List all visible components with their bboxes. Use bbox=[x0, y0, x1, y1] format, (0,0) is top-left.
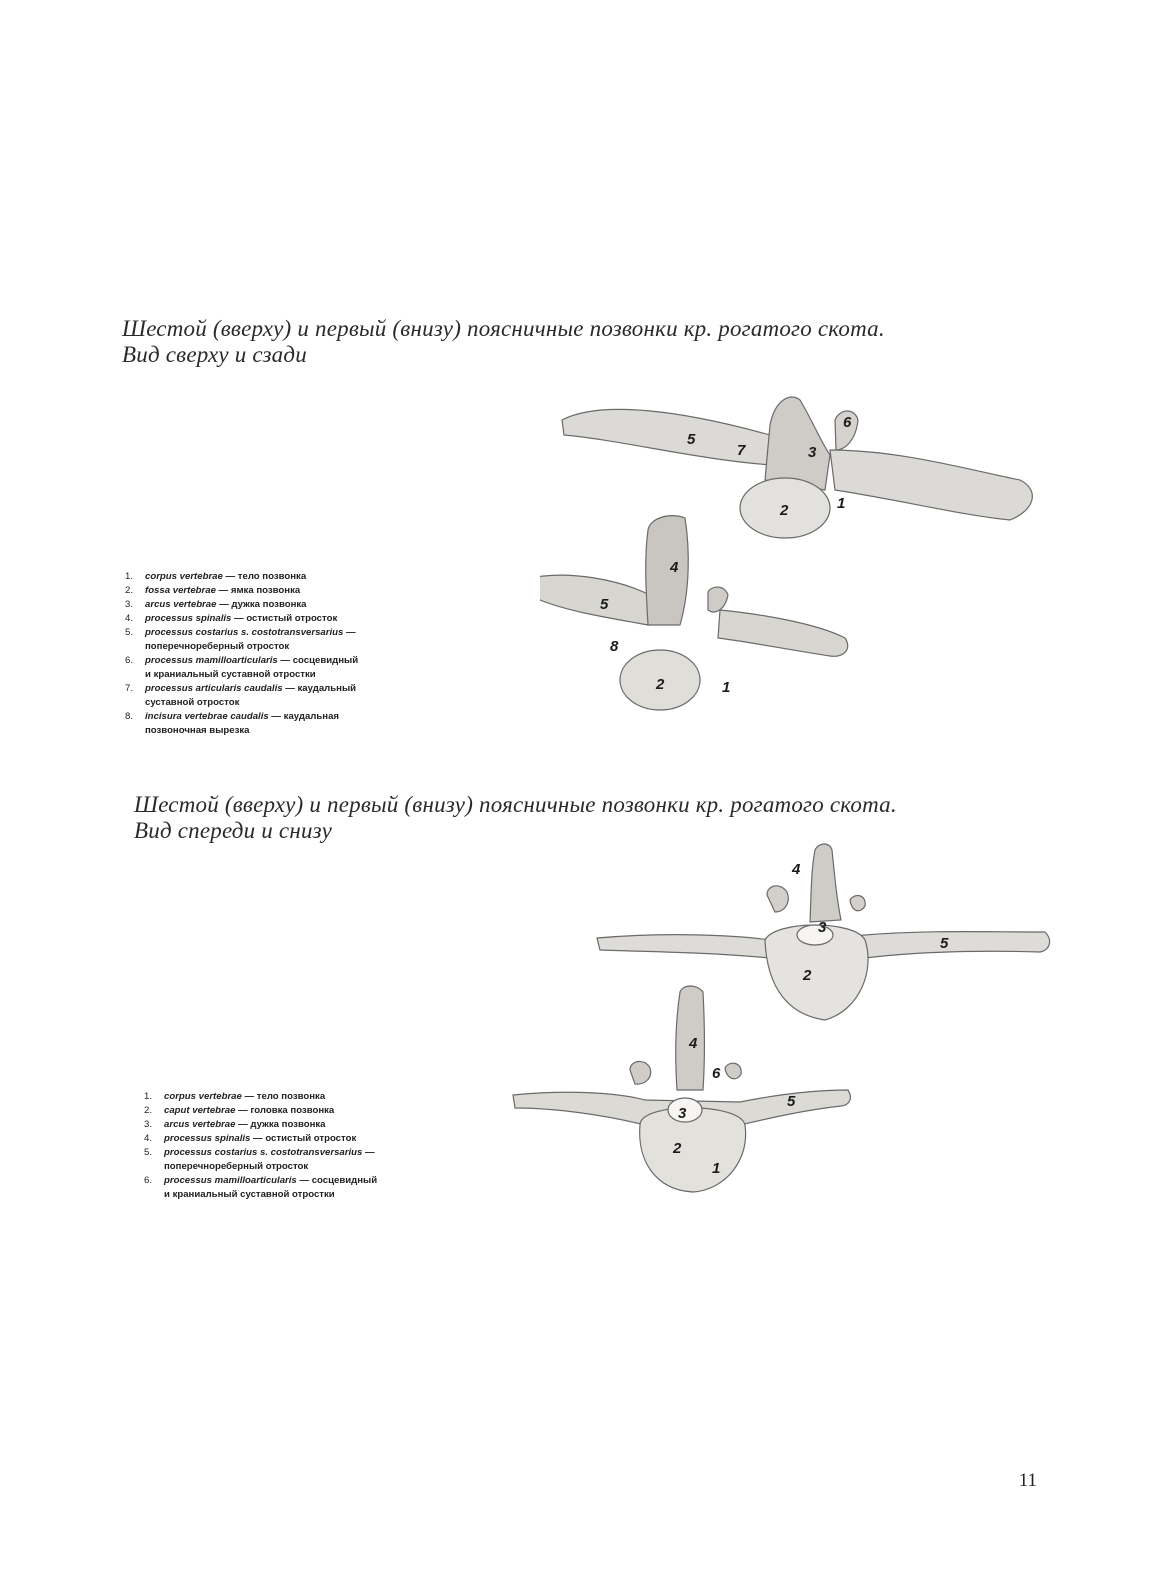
legend-item bbox=[144, 1104, 377, 1118]
legend-latin-term: processus articularis caudalis bbox=[145, 683, 283, 694]
legend-translation: — каудальная bbox=[268, 711, 340, 722]
legend-item bbox=[144, 1090, 377, 1104]
legend-number: 5. bbox=[144, 1147, 153, 1158]
bottom-spinous-process bbox=[646, 516, 689, 625]
section1-title-line2: Вид сверху и сзади bbox=[122, 342, 307, 367]
legend-number: 4. bbox=[125, 613, 134, 624]
legend-continuation: и краниальный суставной отростки bbox=[145, 669, 316, 680]
top-vertebral-foramen bbox=[797, 925, 833, 945]
vertebrae-dorsal-illustration bbox=[540, 380, 1050, 740]
legend-latin-term: fossa vertebrae bbox=[145, 585, 216, 596]
legend-translation: — дужка позвонка bbox=[216, 599, 307, 610]
top-transverse-process-right bbox=[830, 450, 1032, 520]
section1-figure bbox=[540, 380, 1050, 740]
legend-translation: — bbox=[362, 1147, 375, 1158]
label-bottom-2: 2 bbox=[656, 676, 665, 693]
section2-title-line2: Вид спереди и снизу bbox=[134, 818, 333, 843]
label-bottom-5: 5 bbox=[600, 596, 609, 613]
legend-latin-term: arcus vertebrae bbox=[145, 599, 217, 610]
legend-item bbox=[144, 1132, 377, 1146]
section2-legend bbox=[144, 1090, 377, 1202]
legend-translation: — ямка позвонка bbox=[215, 585, 301, 596]
vertebrae-ventral-illustration bbox=[505, 840, 1055, 1200]
bottom-transverse-process-left bbox=[540, 575, 650, 625]
legend-number: 4. bbox=[144, 1133, 153, 1144]
legend-item bbox=[125, 612, 358, 626]
legend-item bbox=[125, 570, 358, 584]
legend-translation: — тело позвонка bbox=[222, 571, 307, 582]
legend-latin-term: arcus vertebrae bbox=[164, 1119, 236, 1130]
legend-translation: — головка позвонка bbox=[235, 1105, 335, 1116]
legend-latin-term: incisura vertebrae caudalis bbox=[145, 711, 269, 722]
section1-title-line1: Шестой (вверху) и первый (внизу) поясничные позвонки кр. рогатого скота. bbox=[122, 316, 885, 341]
legend-item bbox=[144, 1118, 377, 1132]
legend-number: 6. bbox=[144, 1175, 153, 1186]
bottom-mamillary-process bbox=[708, 587, 728, 612]
label-bottom-5: 5 bbox=[787, 1093, 796, 1110]
label-top-1: 1 bbox=[837, 495, 846, 512]
legend-item bbox=[125, 598, 358, 612]
legend-item bbox=[144, 1146, 377, 1174]
legend-item bbox=[144, 1174, 377, 1202]
legend-number: 3. bbox=[125, 599, 134, 610]
label-top-2: 2 bbox=[803, 967, 812, 984]
legend-latin-term: processus mamilloarticularis bbox=[145, 655, 278, 666]
legend-number: 6. bbox=[125, 655, 134, 666]
legend-number: 5. bbox=[125, 627, 134, 638]
legend-latin-term: caput vertebrae bbox=[164, 1105, 236, 1116]
legend-item bbox=[125, 654, 358, 682]
legend-continuation: суставной отросток bbox=[145, 697, 240, 708]
label-top-3: 3 bbox=[818, 919, 827, 936]
section1-legend bbox=[125, 570, 358, 738]
bottom-transverse-process-right bbox=[718, 610, 848, 656]
legend-item bbox=[125, 626, 358, 654]
legend-latin-term: processus spinalis bbox=[164, 1133, 251, 1144]
legend-translation: — остистый отросток bbox=[231, 613, 338, 624]
label-top-5: 5 bbox=[940, 935, 949, 952]
section2-title-line1: Шестой (вверху) и первый (внизу) поясничные позвонки кр. рогатого скота. bbox=[134, 792, 897, 817]
legend-latin-term: processus spinalis bbox=[145, 613, 232, 624]
label-bottom-4: 4 bbox=[689, 1035, 698, 1052]
label-top-6: 6 bbox=[843, 414, 852, 431]
legend-item bbox=[125, 710, 358, 738]
legend-continuation: и краниальный суставной отростки bbox=[164, 1189, 335, 1200]
legend-translation: — сосцевидный bbox=[277, 655, 359, 666]
legend-translation: — остистый отросток bbox=[250, 1133, 357, 1144]
legend-translation: — каудальный bbox=[282, 683, 357, 694]
label-bottom-1: 1 bbox=[712, 1160, 721, 1177]
legend-number: 1. bbox=[144, 1091, 153, 1102]
legend-translation: — тело позвонка bbox=[241, 1091, 326, 1102]
legend-number: 1. bbox=[125, 571, 134, 582]
legend-continuation: поперечнореберный отросток bbox=[164, 1161, 309, 1172]
legend-latin-term: processus costarius s. costotransversarius bbox=[145, 627, 344, 638]
label-bottom-8: 8 bbox=[610, 638, 619, 655]
legend-number: 3. bbox=[144, 1119, 153, 1130]
label-top-7: 7 bbox=[737, 442, 746, 459]
legend-number: 2. bbox=[144, 1105, 153, 1116]
legend-number: 8. bbox=[125, 711, 134, 722]
section2-figure bbox=[505, 840, 1055, 1200]
label-top-3: 3 bbox=[808, 444, 817, 461]
label-bottom-4: 4 bbox=[670, 559, 679, 576]
legend-latin-term: corpus vertebrae bbox=[145, 571, 223, 582]
legend-translation: — дужка позвонка bbox=[235, 1119, 326, 1130]
legend-item bbox=[125, 682, 358, 710]
legend-number: 7. bbox=[125, 683, 134, 694]
label-top-5: 5 bbox=[687, 431, 696, 448]
legend-continuation: поперечнореберный отросток bbox=[145, 641, 290, 652]
legend-continuation: позвоночная вырезка bbox=[145, 725, 250, 736]
label-bottom-1: 1 bbox=[722, 679, 731, 696]
legend-item bbox=[125, 584, 358, 598]
top-spinous-process bbox=[765, 397, 830, 490]
page-number: 11 bbox=[1018, 1470, 1037, 1491]
top-spinous-process bbox=[810, 844, 841, 922]
label-top-4: 4 bbox=[792, 861, 801, 878]
legend-number: 2. bbox=[125, 585, 134, 596]
legend-latin-term: processus costarius s. costotransversarius bbox=[164, 1147, 363, 1158]
legend-latin-term: processus mamilloarticularis bbox=[164, 1175, 297, 1186]
label-bottom-3: 3 bbox=[678, 1105, 687, 1122]
label-bottom-6: 6 bbox=[712, 1065, 721, 1082]
legend-latin-term: corpus vertebrae bbox=[164, 1091, 242, 1102]
legend-translation: — сосцевидный bbox=[296, 1175, 378, 1186]
label-bottom-2: 2 bbox=[673, 1140, 682, 1157]
legend-translation: — bbox=[343, 627, 356, 638]
label-top-2: 2 bbox=[780, 502, 789, 519]
